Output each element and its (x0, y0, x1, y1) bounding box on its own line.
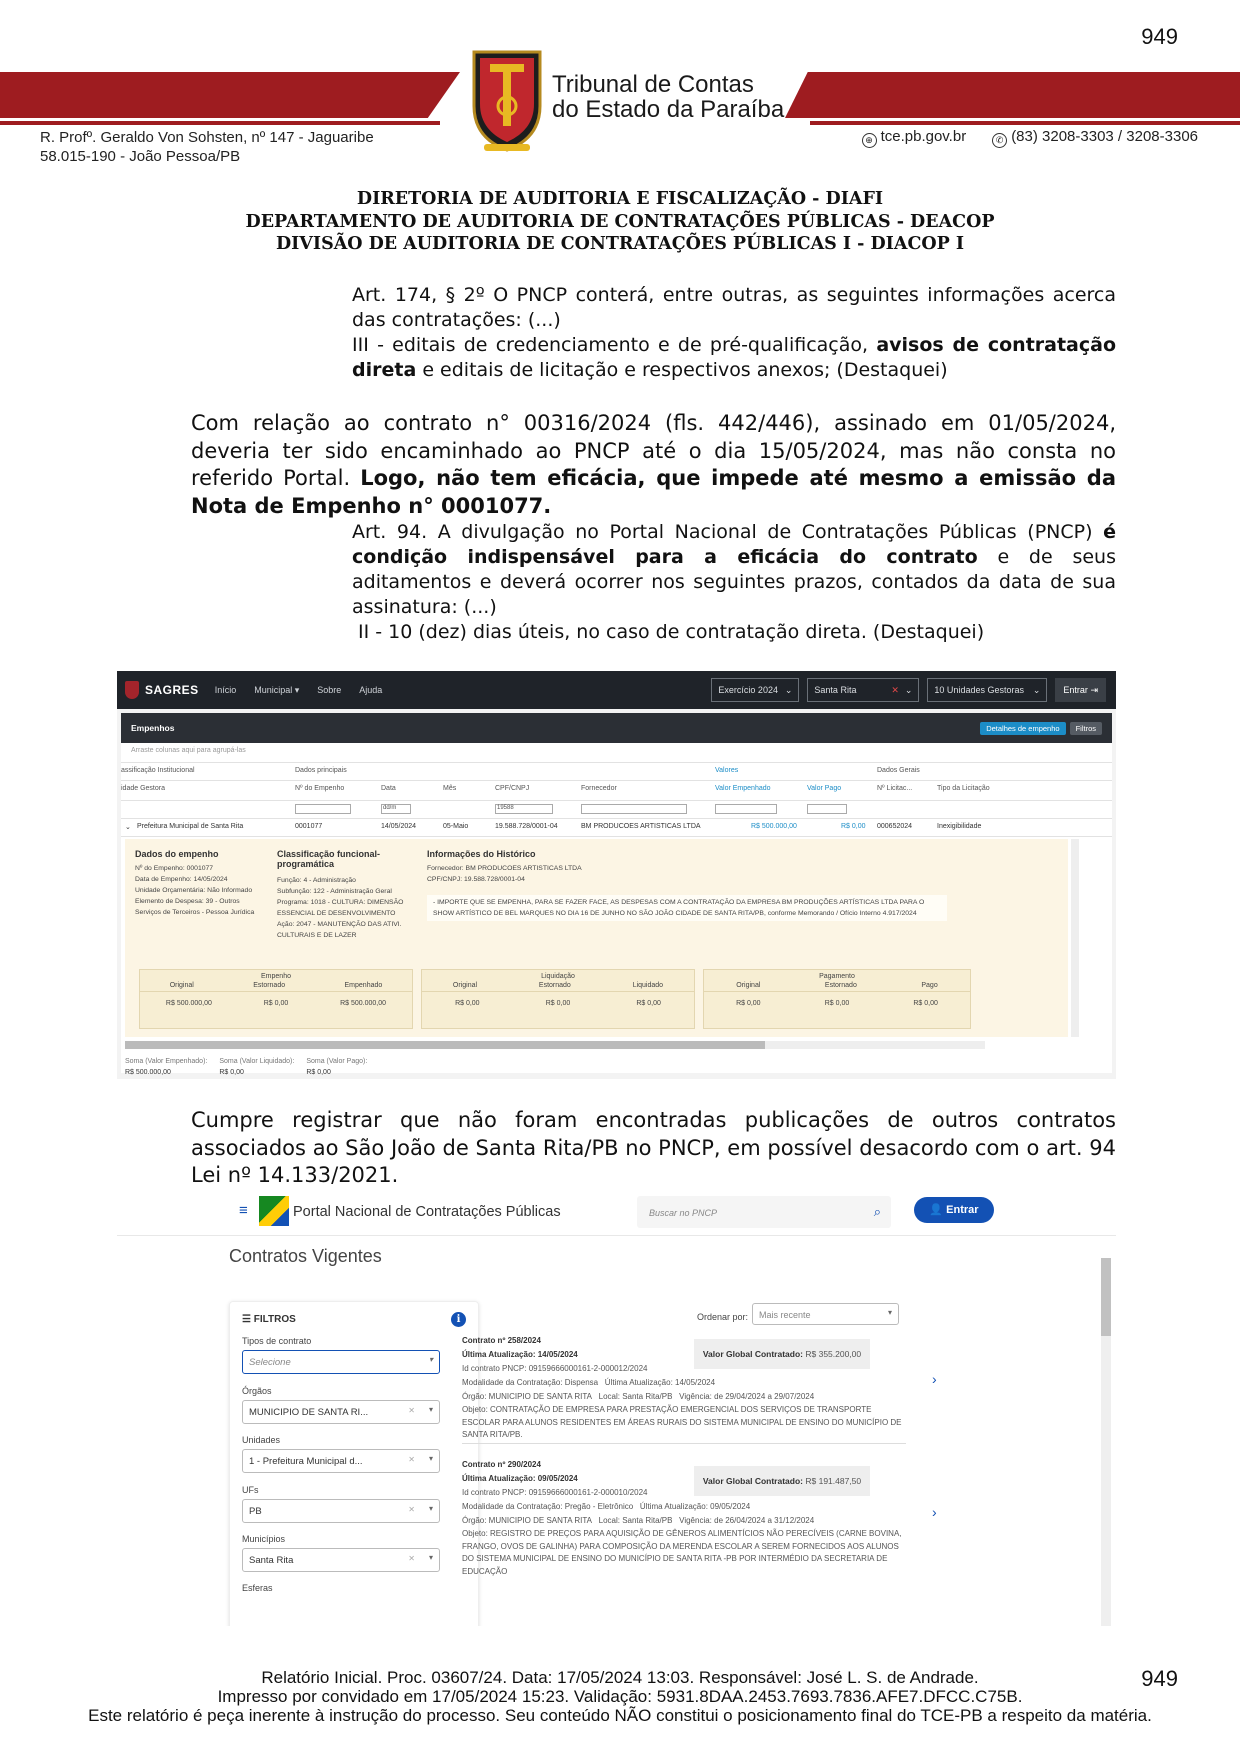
filter-row[interactable] (121, 801, 1112, 819)
page-title: Contratos Vigentes (229, 1246, 382, 1266)
filter-label-municipios: Municípios (242, 1534, 286, 1544)
user-icon: 👤 (929, 1204, 944, 1216)
sagres-shield-icon (125, 681, 139, 699)
filter-icon: ☰ (242, 1314, 251, 1325)
sagres-municipio-select[interactable]: Santa Rita ✕ ⌄ (807, 678, 919, 702)
chevron-down-icon[interactable]: ⌄ (125, 824, 131, 831)
department-headings (0, 188, 1240, 256)
heading-diacop: DIVISÃO DE AUDITORIA DE CONTRATAÇÕES PÚBLICAS I - DIACOP I (275, 234, 965, 254)
sagres-nav-inicio[interactable]: Início (214, 685, 237, 695)
footer (0, 1668, 1240, 1725)
box-liquidacao: Liquidação Original Estornado Liquidado R$ 0,00 R$ 0,00 R$ 0,00 (421, 969, 695, 1029)
sagres-exercicio-select[interactable]: Exercício 2024 ⌄ (711, 678, 799, 702)
sagres-nav-ajuda[interactable]: Ajuda (359, 685, 383, 695)
classificacao-list: Função: 4 - Administração Subfunção: 122 - Administração Geral Programa: 1018 - CULTURA: DIMENSÃO ESSENCIAL DE DESENVOLVIMENTO Ação: 2047 - MANUTENÇÃO DAS ATIVI. CULTURAIS E DE LAZER (277, 877, 404, 939)
empenho-detail-panel (125, 839, 1068, 1037)
unidades-select[interactable]: 1 - Prefeitura Municipal d... ✕ ▾ (242, 1449, 440, 1473)
box-pagamento: Pagamento Original Estornado Pago R$ 0,00 R$ 0,00 R$ 0,00 (703, 969, 971, 1029)
historico-title: Informações do Histórico (427, 849, 536, 859)
header-band-right (785, 72, 1240, 118)
historico-fornecedor: Fornecedor: BM PRODUCOES ARTISTICAS LTDA CPF/CNPJ: 19.588.728/0001-04 (427, 865, 582, 883)
order-select[interactable]: Mais recente ▾ (752, 1303, 899, 1325)
sagres-unidades-select[interactable]: 10 Unidades Gestoras ⌄ (927, 678, 1047, 702)
menu-icon[interactable]: ≡ (239, 1202, 248, 1219)
heading-deacop: DEPARTAMENTO DE AUDITORIA DE CONTRATAÇÕES PÚBLICAS - DEACOP (245, 211, 995, 232)
detalhes-empenho-button[interactable]: Detalhes de empenho (980, 722, 1065, 735)
page-number: 949 (1141, 24, 1178, 49)
heading-diafi: DIRETORIA DE AUDITORIA E FISCALIZAÇÃO - DIAFI (356, 189, 884, 209)
page-scrollbar[interactable] (1101, 1258, 1111, 1626)
footer-line2: Impresso por convidado em 17/05/2024 15:23. Validação: 5931.8DAA.2453.7693.7836.AFE7.DFCC.C75B. (217, 1687, 1023, 1706)
filter-label-esferas: Esferas (242, 1583, 273, 1593)
sagres-section-title: Empenhos (131, 723, 175, 733)
dados-empenho-title: Dados do empenho (135, 849, 219, 859)
footer-line3: Este relatório é peça inerente à instrução do processo. Seu conteúdo NÃO constitui o posicionamento final do TCE-PB a respeito da matéria. (88, 1706, 1152, 1725)
orgaos-select[interactable]: MUNICIPIO DE SANTA RI... ✕ ▾ (242, 1400, 440, 1424)
filter-label-orgaos: Órgãos (242, 1386, 272, 1396)
filters-title: ☰ FILTROS (242, 1314, 296, 1325)
filter-empenho-input[interactable] (295, 804, 351, 814)
filters-panel (229, 1301, 479, 1626)
quote-art-94-p1: Art. 94. A divulgação no Portal Nacional de Contratações Públicas (PNCP) é condição indispensável para a eficácia do contrato e de seus aditamentos e deverá ocorrer nos seguintes prazos, contados da data de sua assinatura: (...) (352, 521, 1116, 618)
municipios-select[interactable]: Santa Rita ✕ ▾ (242, 1548, 440, 1572)
chevron-down-icon: ▾ (887, 1308, 892, 1317)
drag-hint: Arraste colunas aqui para agrupá-las (131, 747, 246, 754)
page-number-bottom: 949 (1141, 1666, 1178, 1691)
chevron-right-icon[interactable]: › (932, 1504, 937, 1520)
org-name-line2: do Estado da Paraíba (552, 96, 785, 123)
pncp-logo[interactable] (259, 1196, 289, 1226)
historico-text: - IMPORTE QUE SE EMPENHA, PARA SE FAZER FACE, AS DESPESAS COM A CONTRATAÇÃO DA EMPRESA BM PRODUÇÕES ARTÍSTICAS LTDA PARA O SHOW ARTÍSTICO DE BEL MARQUES NO DIA 16 DE JUNHO NO SÃO JOÃO CIDADE DE SANTA RITA/PB, conforme Memorando / Ofício Interno 4.917/2024 (427, 895, 947, 921)
globe-icon: ⊕ (862, 133, 877, 148)
contract-card[interactable]: Contrato nº 258/2024 Última Atualização: 14/05/2024 Id contrato PNCP: 09159666000161-2-000012/2024 Modalidade da Contratação: Dispensa Última Atualização: 14/05/2024 Órgão: MUNICIPIO DE SANTA RITA Local: Santa Rita/PB Vigência: de 29/04/2024 a 29/07/2024 Objeto: CONTRATAÇÃO DE EMPRESA PARA PRESTAÇÃO EMERGENCIAL DOS SERVIÇOS DE TRANSPORTE ESCOLAR PARA ALUNOS RESIDENTES EM ÁREAS RURAIS DO SISTEMA MUNICIPAL DE ENSINO DO MUNICÍPIO DE SANTA RITA/PB. (462, 1336, 902, 1439)
sagres-nav-sobre[interactable]: Sobre (317, 685, 342, 695)
header-line-right (810, 121, 1240, 125)
chevron-down-icon: ▾ (428, 1553, 433, 1562)
classificacao-title: Classificação funcional-programática (277, 849, 381, 869)
order-label: Ordenar por: (697, 1312, 749, 1322)
column-groups: assificação Institucional Dados principais Valores Dados Gerais (121, 763, 1112, 781)
tce-emblem-logo (470, 46, 544, 154)
header-line-left (0, 121, 440, 125)
website: ⊕ tce.pb.gov.br (862, 128, 967, 148)
clear-icon[interactable]: ✕ (408, 1505, 415, 1514)
sagres-logo[interactable]: SAGRES (125, 681, 199, 699)
header-band-left (0, 72, 460, 118)
address-line1: R. Profº. Geraldo Von Sohsten, nº 147 - Jaguaribe (40, 129, 374, 146)
filter-valor-input[interactable] (715, 804, 777, 814)
pncp-topbar (117, 1188, 1116, 1236)
filter-cpf-input[interactable]: 19588 (495, 804, 553, 814)
clear-icon[interactable]: ✕ (408, 1554, 415, 1563)
column-headers[interactable]: idade Gestora Nº do Empenho Data Mês CPF/CNPJ Fornecedor Valor Empenhado Valor Pago Nº Licitac... Tipo da Licitação (121, 781, 1112, 801)
quote-art-94 (352, 520, 1116, 645)
info-icon[interactable]: i (451, 1312, 466, 1327)
box-empenho: Empenho Original Estornado Empenhado R$ 500.000,00 R$ 0,00 R$ 500.000,00 (139, 969, 413, 1029)
valor-global-badge: Valor Global Contratado: R$ 191.487,50 (694, 1466, 870, 1496)
sagres-topbar (117, 671, 1116, 709)
clear-icon[interactable]: ✕ (408, 1455, 415, 1464)
sagres-grid (121, 743, 1112, 1073)
chevron-down-icon: ▾ (428, 1405, 433, 1414)
quote-art-94-p2: II - 10 (dez) dias úteis, no caso de contratação direta. (Destaquei) (358, 621, 985, 643)
empenho-row[interactable]: ⌄ Prefeitura Municipal de Santa Rita 0001077 14/05/2024 05-Maio 19.588.728/0001-04 BM PRODUCOES ARTISTICAS LTDA R$ 500.000,00 R$ 0,00 000652024 Inexigibilidade (121, 819, 1112, 837)
chevron-down-icon: ▾ (428, 1355, 433, 1364)
tipos-contrato-select[interactable]: Selecione ▾ (242, 1350, 440, 1374)
contract-card[interactable]: Contrato nº 290/2024 Última Atualização: 09/05/2024 Id contrato PNCP: 09159666000161-2-000010/2024 Modalidade da Contratação: Pregão - Eletrônico Última Atualização: 09/05/2024 Órgão: MUNICIPIO DE SANTA RITA Local: Santa Rita/PB Vigência: de 26/04/2024 a 31/12/2024 Objeto: REGISTRO DE PREÇOS PARA AQUISIÇÃO DE GÊNEROS ALIMENTÍCIOS NÃO PERECÍVEIS (CARNE BOVINA, FRANGO, OVOS DE GALINHA) PARA COMPOSIÇÃO DA MERENDA ESCOLAR A SEREM FORNECIDOS AOS ALUNOS DO SISTEMA MUNICIPAL DE ENSINO DO MUNICÍPIO DE SANTA RITA -PB POR INTERMÉDIO DA SECRETARIA DE EDUCAÇÃO (462, 1460, 902, 1576)
search-icon[interactable]: ⌕ (873, 1204, 881, 1219)
vertical-scrollbar[interactable] (1071, 839, 1079, 1037)
footer-line1: Relatório Inicial. Proc. 03607/24. Data: 17/05/2024 13:03. Responsável: José L. S. de Andrade. (261, 1668, 979, 1687)
chevron-down-icon: ⌄ (904, 684, 913, 695)
chevron-down-icon: ⌄ (784, 684, 793, 695)
filter-pago-input[interactable] (807, 804, 847, 814)
pncp-screenshot (117, 1188, 1116, 1626)
quote-art-174 (352, 283, 1116, 383)
ufs-select[interactable]: PB ✕ ▾ (242, 1499, 440, 1523)
quote-art-174-p2: III - editais de credenciamento e de pré-qualificação, avisos de contratação direta e editais de licitação e respectivos anexos; (Destaquei) (352, 334, 1117, 381)
filter-label-unidades: Unidades (242, 1435, 281, 1445)
paragraph-contrato-00316: Com relação ao contrato n° 00316/2024 (fls. 442/446), assinado em 01/05/2024, deveria ter sido encaminhado ao PNCP até o dia 15/05/2024, mas não consta no referido Portal. Logo, não tem eficácia, que impede até mesmo a emissão da Nota de Empenho n° 0001077. (191, 411, 1117, 518)
pncp-title[interactable]: Portal Nacional de Contratações Públicas (293, 1204, 561, 1220)
chevron-right-icon[interactable]: › (932, 1371, 937, 1387)
chevron-down-icon: ⌄ (1032, 684, 1041, 695)
org-name-line1: Tribunal de Contas (552, 71, 754, 98)
sagres-screenshot (117, 671, 1116, 1079)
phone: ✆ (83) 3208-3303 / 3208-3306 (992, 128, 1198, 148)
clear-icon[interactable]: ✕ (891, 684, 899, 695)
login-icon: ⇥ (1090, 684, 1098, 695)
filtros-button[interactable]: Filtros (1070, 722, 1102, 735)
sagres-section-bar (121, 713, 1112, 743)
whatsapp-icon: ✆ (992, 133, 1007, 148)
contact-info (862, 128, 1198, 148)
filter-fornecedor-input[interactable] (581, 804, 687, 814)
sagres-login-button[interactable]: Entrar ⇥ (1055, 678, 1106, 702)
clear-icon[interactable]: ✕ (408, 1406, 415, 1415)
address (40, 128, 374, 166)
chevron-down-icon: ▾ (428, 1454, 433, 1463)
horizontal-scrollbar[interactable] (125, 1041, 985, 1049)
valor-global-badge: Valor Global Contratado: R$ 355.200,00 (694, 1339, 870, 1369)
search-input[interactable]: Buscar no PNCP ⌕ (637, 1196, 891, 1228)
login-button[interactable]: 👤 Entrar (914, 1197, 994, 1223)
org-name (552, 72, 784, 122)
quote-art-174-p1: Art. 174, § 2º O PNCP conterá, entre outras, as seguintes informações acerca das contratações: (...) (352, 284, 1116, 331)
address-line2: 58.015-190 - João Pessoa/PB (40, 148, 241, 165)
filter-label-ufs: UFs (242, 1485, 259, 1495)
filter-date-input[interactable]: dd/m (381, 804, 411, 814)
sagres-sums: Soma (Valor Empenhado): R$ 500.000,00 Soma (Valor Liquidado): R$ 0,00 Soma (Valor Pago): R$ 0,00 (125, 1058, 368, 1076)
paragraph-pncp-publicacoes: Cumpre registrar que não foram encontradas publicações de outros contratos associados ao São João de Santa Rita/PB no PNCP, em possível desacordo com o art. 94 Lei nº 14.133/2021. (191, 1108, 1116, 1187)
sagres-nav-municipal[interactable]: Municipal ▾ (254, 684, 300, 695)
card-divider (462, 1443, 906, 1444)
dados-empenho-list: Nº do Empenho: 0001077 Data de Empenho: 14/05/2024 Unidade Orçamentária: Não Informado Elemento de Despesa: 39 - Outros Serviços de Terceiros - Pessoa Jurídica (135, 865, 255, 916)
chevron-down-icon: ▾ (428, 1504, 433, 1513)
filter-label-tipos: Tipos de contrato (242, 1336, 312, 1346)
